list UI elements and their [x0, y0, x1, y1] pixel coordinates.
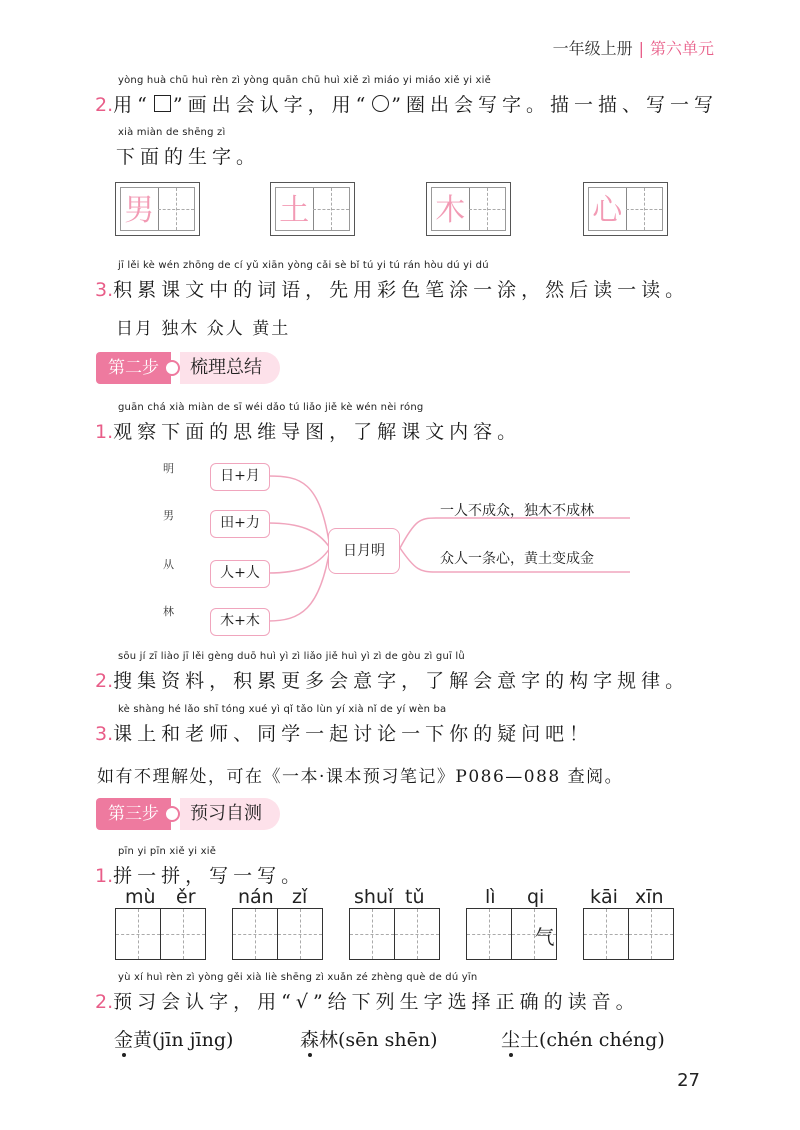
- banner-dot-icon: [164, 360, 180, 376]
- s2q1-number: 1.: [95, 421, 114, 443]
- step3-banner: [96, 798, 280, 830]
- mindmap-node: 人+人: [210, 560, 270, 588]
- mindmap-left-char: 从: [163, 558, 174, 571]
- q2-pinyin: yòng huà chū huì rèn zì yòng quān chū huì xiě zì miáo yi miáo xiě yi xiě: [118, 75, 491, 86]
- pinyin-label: tǔ: [405, 886, 425, 908]
- q2-instruction-2: 下面的生字。: [116, 146, 261, 168]
- answer-text: 森林(sēn shēn): [300, 1029, 438, 1051]
- q3-words: 日月 独木 众人 黄土: [116, 319, 291, 339]
- mindmap-left-char: 明: [163, 462, 174, 475]
- s2q2-text: 搜集资料，积累更多会意字，了解会意字的构字规律。: [113, 670, 690, 692]
- trace-char: 木: [435, 193, 466, 228]
- writing-grid-5[interactable]: [583, 908, 672, 960]
- s2q2-instruction: [95, 666, 689, 693]
- writing-grid-3[interactable]: [349, 908, 438, 960]
- q2-number: 2.: [95, 94, 114, 116]
- mindmap-left-char: 林: [163, 605, 174, 618]
- answer-text: 尘土(chén chéng): [501, 1029, 665, 1051]
- mindmap-left-char: 男: [163, 509, 174, 522]
- q2-text-c: ”圈出会写字。描一描、写一写: [391, 94, 719, 116]
- writing-grid-2[interactable]: [232, 908, 321, 960]
- emphasis-dot-icon: [308, 1053, 312, 1057]
- q3-number: 3.: [95, 279, 114, 301]
- s3q2-instruction: [95, 987, 640, 1014]
- trace-char: 男: [124, 193, 155, 228]
- step3-tag: 第三步: [96, 798, 171, 830]
- writing-grid-1[interactable]: [115, 908, 204, 960]
- answer-text: 金黄(jīn jīng): [114, 1029, 234, 1051]
- grade-label: 一年级上册: [552, 39, 633, 58]
- s3q1-text: 拼一拼，写一写。: [113, 865, 306, 887]
- writing-grid-4[interactable]: [466, 908, 555, 960]
- banner-dot-icon: [164, 806, 180, 822]
- s2q2-pinyin: sōu jí zī liào jī lěi gèng duō huì yì zì liǎo jiě huì yì zì de gòu zì guī lǜ: [118, 651, 465, 662]
- unit-label: 第六单元: [649, 39, 714, 58]
- s2q1-pinyin: guān chá xià miàn de sī wéi dǎo tú liǎo jiě kè wén nèi róng: [118, 402, 424, 413]
- s2q3-instruction: [95, 719, 593, 746]
- q2-pinyin-2: xià miàn de shēng zì: [118, 127, 226, 138]
- page-number: 27: [677, 1070, 700, 1091]
- pinyin-label: kāi: [590, 886, 618, 908]
- pinyin-label: qi: [527, 886, 545, 908]
- pinyin-label: zǐ: [292, 886, 308, 908]
- step3-title: 预习自测: [180, 798, 280, 830]
- s3q1-pinyin: pīn yi pīn xiě yi xiě: [118, 846, 217, 857]
- s2q1-text: 观察下面的思维导图，了解课文内容。: [113, 421, 522, 443]
- header-separator: |: [638, 39, 644, 58]
- s3q1-number: 1.: [95, 865, 114, 887]
- answer-option-1[interactable]: [114, 1025, 233, 1052]
- trace-char: 心: [592, 193, 623, 228]
- emphasis-dot-icon: [509, 1053, 513, 1057]
- s2q3-number: 3.: [95, 723, 114, 745]
- s3q1-instruction: [95, 861, 305, 888]
- pinyin-label: shuǐ: [354, 886, 394, 908]
- step2-title: 梳理总结: [180, 352, 280, 384]
- pinyin-label: nán: [238, 886, 274, 908]
- answer-option-3[interactable]: [501, 1025, 665, 1052]
- q3-pinyin: jī lěi kè wén zhōng de cí yǔ xiān yòng cǎi sè bǐ tú yi tú rán hòu dú yi dú: [118, 260, 489, 271]
- s3q2-pinyin: yù xí huì rèn zì yòng gěi xià liè shēng zì xuǎn zé zhèng què de dú yīn: [118, 972, 478, 983]
- mindmap-center-node: 日月明: [328, 528, 400, 574]
- pinyin-label: ěr: [176, 886, 196, 908]
- trace-char: 土: [279, 193, 310, 228]
- pinyin-label: lì: [485, 886, 496, 908]
- s2q3-text: 课上和老师、同学一起讨论一下你的疑问吧！: [113, 723, 594, 745]
- reference-note: 如有不理解处，可在《一本·课本预习笔记》P086—088 查阅。: [97, 767, 624, 787]
- mindmap-node: 田+力: [210, 510, 270, 538]
- emphasis-dot-icon: [122, 1053, 126, 1057]
- q3-text: 积累课文中的词语，先用彩色笔涂一涂，然后读一读。: [113, 279, 690, 301]
- pinyin-label: mù: [125, 886, 156, 908]
- mindmap-summary-1: 一人不成众，独木不成林: [440, 503, 594, 519]
- given-char: 气: [534, 925, 555, 949]
- mindmap-node: 日+月: [210, 463, 270, 491]
- mindmap-node: 木+木: [210, 608, 270, 636]
- q2-text-b: ”画出会认字，用“: [172, 94, 371, 116]
- mindmap-summary-2: 众人一条心，黄土变成金: [440, 551, 594, 567]
- q2-text-a: 用“: [113, 94, 152, 116]
- s3q2-text: 预习会认字，用“√”给下列生字选择正确的读音。: [113, 991, 640, 1013]
- s2q3-pinyin: kè shàng hé lǎo shī tóng xué yì qǐ tǎo lùn yí xià nǐ de yí wèn ba: [118, 704, 447, 715]
- s3q2-number: 2.: [95, 991, 114, 1013]
- answer-option-2[interactable]: [300, 1025, 438, 1052]
- s2q2-number: 2.: [95, 670, 114, 692]
- step2-tag: 第二步: [96, 352, 171, 384]
- pinyin-label: xīn: [635, 886, 664, 908]
